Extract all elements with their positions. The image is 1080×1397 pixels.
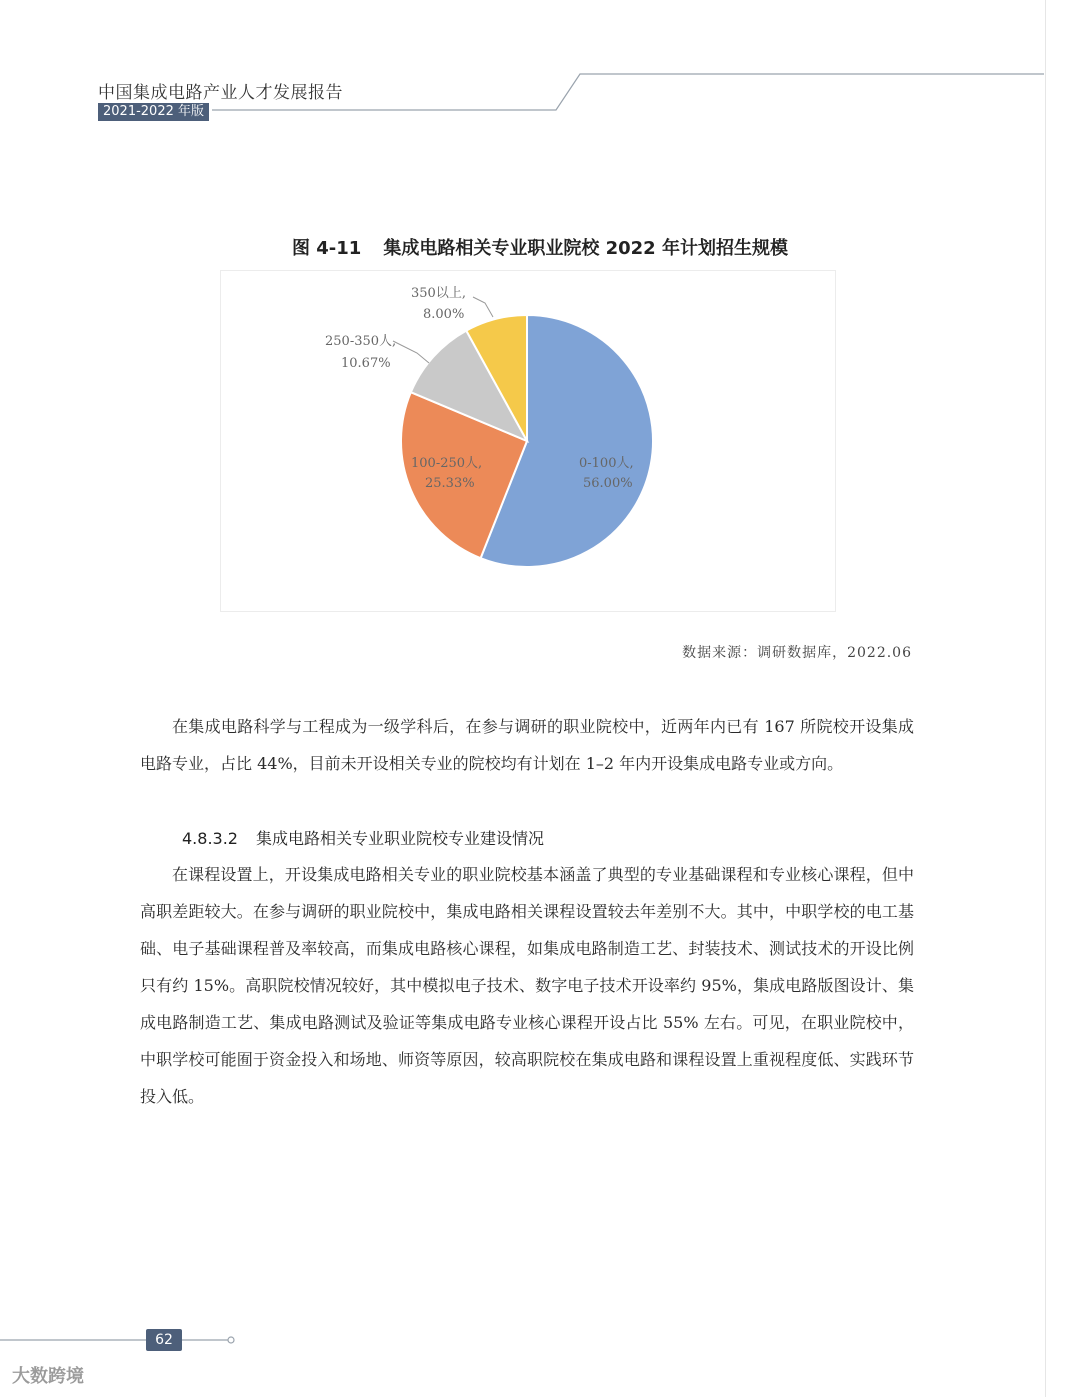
- report-title: 中国集成电路产业人才发展报告: [98, 83, 343, 103]
- slice-value-250-350: 10.67%: [341, 356, 391, 371]
- slice-value-0-100: 56.00%: [583, 476, 633, 491]
- slice-label-350: 350以上,: [411, 286, 466, 301]
- section-title: 集成电路相关专业职业院校专业建设情况: [255, 829, 544, 848]
- data-source: 数据来源：调研数据库，2022.06: [682, 645, 912, 661]
- slice-value-350: 8.00%: [423, 307, 465, 322]
- slice-label-100-250: 100-250人,: [411, 456, 483, 471]
- page-number: 62: [146, 1329, 182, 1351]
- slice-value-100-250: 25.33%: [425, 476, 475, 491]
- slice-label-250-350: 250-350人,: [325, 334, 397, 349]
- figure-number: 图 4-11: [292, 238, 362, 259]
- paragraph-1: 在集成电路科学与工程成为一级学科后，在参与调研的职业院校中，近两年内已有 167 所院校开设集成电路专业，占比 44%，目前未开设相关专业的院校均有计划在 1–2 年内开设集成电路专业或方向。: [140, 717, 914, 773]
- paragraph-2: 在课程设置上，开设集成电路相关专业的职业院校基本涵盖了典型的专业基础课程和专业核心课程，但中高职差距较大。在参与调研的职业院校中，集成电路相关课程设置较去年差别不大。其中，中职学校的电工基础、电子基础课程普及率较高，而集成电路核心课程，如集成电路制造工艺、封装技术、测试技术的开设比例只有约 15%。高职院校情况较好，其中模拟电子技术、数字电子技术开设率约 95%，集成电路版图设计、集成电路制造工艺、集成电路测试及验证等集成电路专业核心课程开设占比 55% 左右。可见，在职业院校中，中职学校可能囿于资金投入和场地、师资等原因，较高职院校在集成电路和课程设置上重视程度低、实践环节投入低。: [140, 865, 914, 1106]
- figure-title-text: 集成电路相关专业职业院校 2022 年计划招生规模: [383, 238, 788, 259]
- edition-badge: 2021-2022 年版: [98, 103, 209, 121]
- section-number: 4.8.3.2: [182, 829, 238, 848]
- watermark: 大数跨境: [12, 1366, 84, 1387]
- slice-label-0-100: 0-100人,: [579, 456, 634, 471]
